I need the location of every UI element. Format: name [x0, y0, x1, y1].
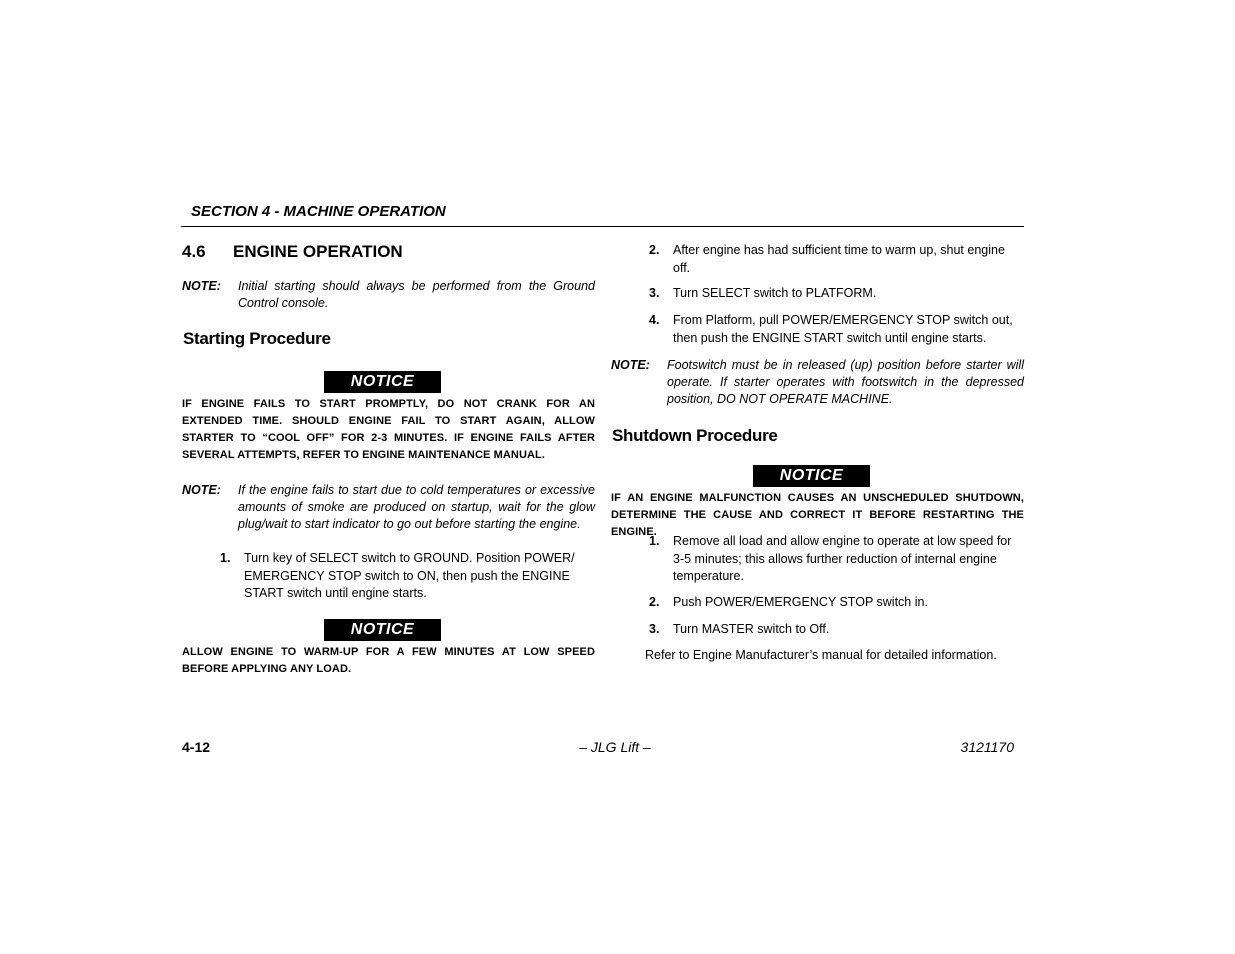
step-1 — [220, 550, 580, 604]
note-footswitch — [611, 357, 1024, 411]
note-label: NOTE: — [182, 279, 221, 293]
step-3 — [649, 285, 1024, 303]
section-header: SECTION 4 - MACHINE OPERATION — [191, 203, 446, 220]
step-number: 4. — [649, 313, 660, 327]
step-number: 3. — [649, 622, 660, 636]
notice-badge: NOTICE — [324, 619, 441, 641]
heading-number: 4.6 — [182, 242, 206, 261]
page-number: 4-12 — [182, 739, 211, 755]
step-text: Turn SELECT switch to PLATFORM. — [673, 286, 877, 300]
notice-text: IF ENGINE FAILS TO START PROMPTLY, DO NOT CRANK FOR AN EXTENDED TIME. SHOULD ENGINE FAIL TO START AGAIN, ALLOW STARTER TO “COOL OFF” FOR 2-3 MINUTES. IF ENGINE FAILS AFTER SEVERAL ATTEMPTS, REFER TO ENGINE MAINTENANCE MANUAL. — [182, 398, 595, 461]
step-text: Turn key of SELECT switch to GROUND. Position POWER/ EMERGENCY STOP switch to ON, then push the ENGINE START switch until engine starts. — [244, 551, 575, 600]
notice-text: IF AN ENGINE MALFUNCTION CAUSES AN UNSCHEDULED SHUTDOWN, DETERMINE THE CAUSE AND CORRECT IT BEFORE RESTARTING THE ENGINE. — [611, 492, 1024, 538]
step-number: 1. — [220, 551, 231, 565]
step-number: 2. — [649, 243, 660, 257]
step-number: 3. — [649, 286, 660, 300]
note-text: Initial starting should always be performed from the Ground Control console. — [238, 279, 595, 310]
note-label: NOTE: — [611, 358, 650, 372]
shutdown-procedure-title: Shutdown Procedure — [612, 426, 778, 445]
notice-text: ALLOW ENGINE TO WARM-UP FOR A FEW MINUTES AT LOW SPEED BEFORE APPLYING ANY LOAD. — [182, 646, 595, 675]
document-number: 3121170 — [960, 739, 1014, 755]
starting-procedure-title: Starting Procedure — [183, 329, 331, 348]
step-text: Push POWER/EMERGENCY STOP switch in. — [673, 595, 928, 609]
note-text: If the engine fails to start due to cold temperatures or excessive amounts of smoke are produced on startup, wait for the glow plug/wait to start indicator to go out before starting the engine. — [238, 483, 595, 531]
notice-badge: NOTICE — [324, 371, 441, 393]
step-text: From Platform, pull POWER/EMERGENCY STOP switch out, then push the ENGINE START switch until engine starts. — [673, 313, 1013, 345]
step-number: 2. — [649, 595, 660, 609]
step-text: Remove all load and allow engine to operate at low speed for 3-5 minutes; this allows further reduction of internal engine temperature. — [673, 534, 1012, 583]
shutdown-step-3 — [649, 621, 1024, 639]
section-heading — [182, 242, 403, 262]
refer-text: Refer to Engine Manufacturer’s manual for detailed information. — [645, 648, 997, 662]
shutdown-step-2 — [649, 594, 1024, 612]
step-2 — [649, 242, 1024, 278]
footer-center: – JLG Lift – — [579, 739, 651, 755]
step-number: 1. — [649, 534, 660, 548]
heading-text: ENGINE OPERATION — [233, 242, 403, 261]
step-4 — [649, 312, 1024, 348]
step-text: After engine has had sufficient time to warm up, shut engine off. — [673, 243, 1005, 275]
notice-badge: NOTICE — [753, 465, 870, 487]
header-rule — [181, 226, 1024, 227]
shutdown-step-1 — [649, 533, 1024, 587]
note-ground-control — [182, 278, 595, 314]
step-text: Turn MASTER switch to Off. — [673, 622, 830, 636]
note-cold-start — [182, 482, 595, 536]
note-label: NOTE: — [182, 483, 221, 497]
note-text: Footswitch must be in released (up) position before starter will operate. If starter operates with footswitch in the depressed position, DO NOT OPERATE MACHINE. — [667, 358, 1024, 406]
